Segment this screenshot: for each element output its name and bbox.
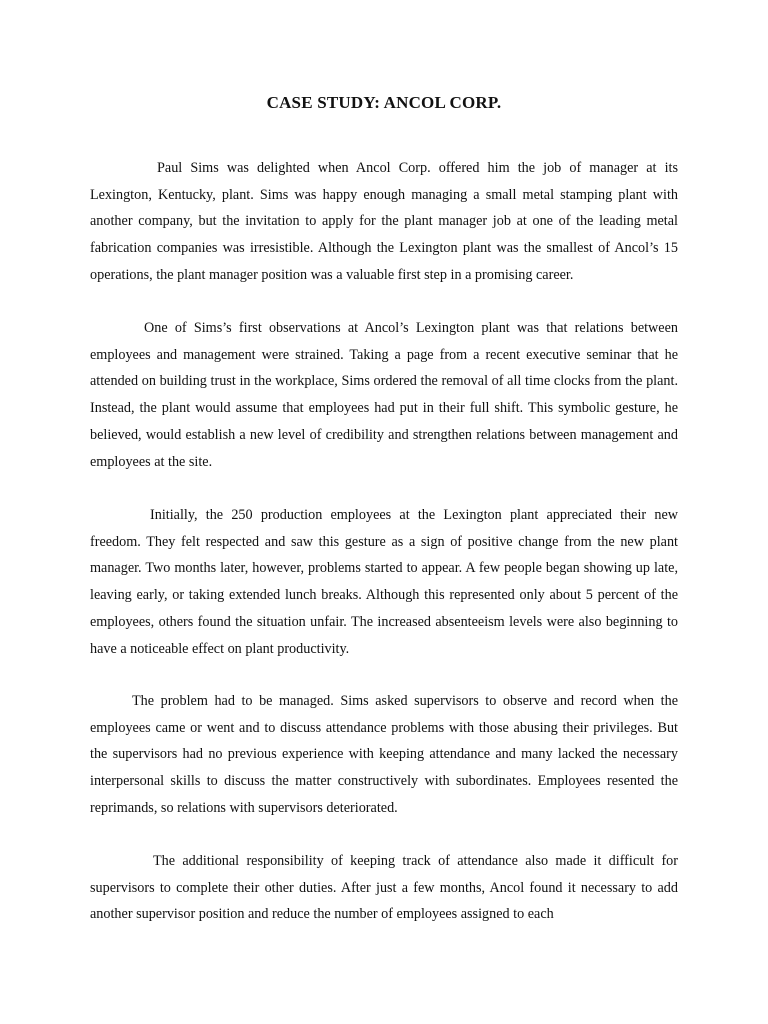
paragraph-1: Paul Sims was delighted when Ancol Corp. offered him the job of manager at its Lexington, Kentucky, plant. Sims was happy enough managing a small metal stamping plant with another company, but the invitation to apply for the plant manager job at one of the leading metal fabrication companies was irresistible. Although the Lexington plant was the smallest of Ancol’s 15 operations, the plant manager position was a valuable first step in a promising career. xyxy=(90,160,678,283)
paragraph-2: One of Sims’s first observations at Ancol’s Lexington plant was that relations between employees and management were strained. Taking a page from a recent executive seminar that he attended on building trust in the workplace, Sims ordered the removal of all time clocks from the plant. Instead, the plant would assume that employees had put in their full shift. This symbolic gesture, he believed, would establish a new level of credibility and strengthen relations between management and employees at the site. xyxy=(90,320,678,470)
paragraph-4: The problem had to be managed. Sims asked supervisors to observe and record when the employees came or went and to discuss attendance problems with those abusing their privileges. But the supervisors had no previous experience with keeping attendance and many lacked the necessary interpersonal skills to discuss the matter constructively with subordinates. Employees resented the reprimands, so relations with supervisors deteriorated. xyxy=(90,693,678,816)
paragraph-5: The additional responsibility of keeping track of attendance also made it difficult for supervisors to complete their other duties. After just a few months, Ancol found it necessary to add another supervisor position and reduce the number of employees assigned to each xyxy=(90,853,678,923)
document-title: CASE STUDY: ANCOL CORP. xyxy=(266,93,502,112)
paragraph-3: Initially, the 250 production employees at the Lexington plant appreciated their new freedom. They felt respected and saw this gesture as a sign of positive change from the new plant manager. Two months later, however, problems started to appear. A few people began showing up late, leaving early, or taking extended lunch breaks. Although this represented only about 5 percent of the employees, others found the situation unfair. The increased absenteeism levels were also beginning to have a noticeable effect on plant productivity. xyxy=(90,507,678,657)
